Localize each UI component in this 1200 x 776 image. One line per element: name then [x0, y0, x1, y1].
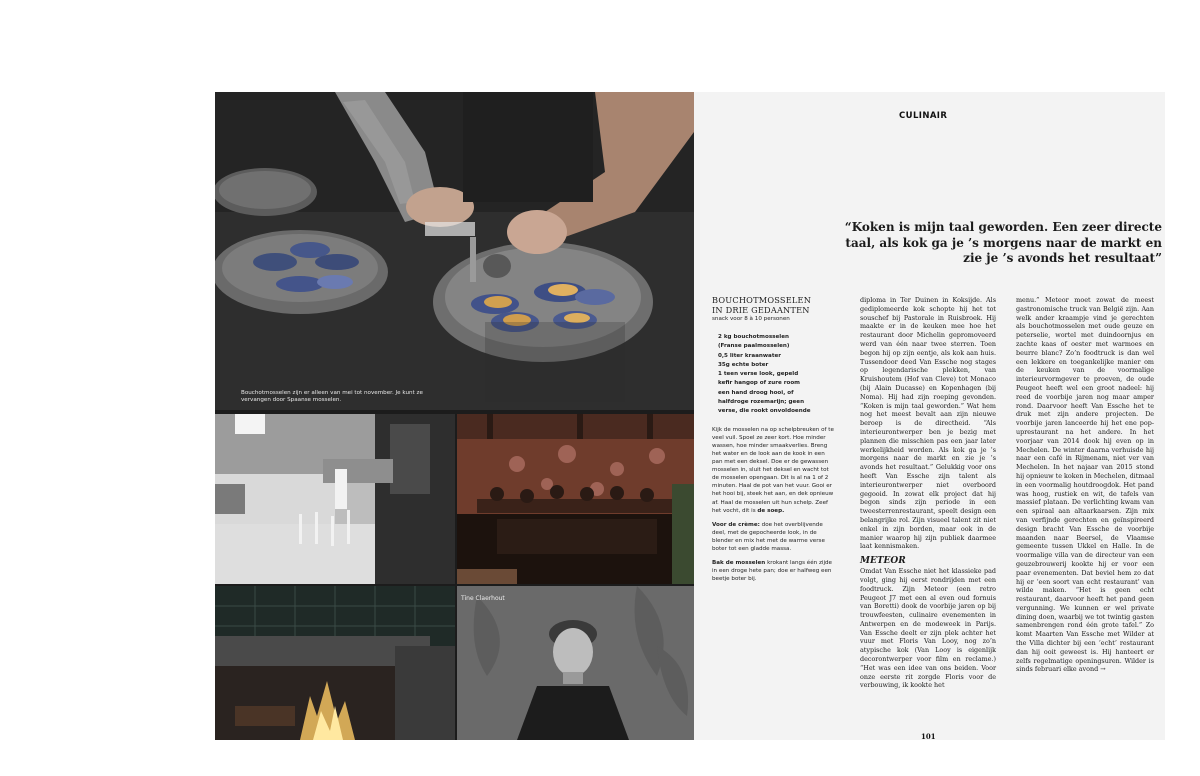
- recipe-title: [712, 296, 836, 315]
- article-column-2: [860, 296, 996, 690]
- recipe-method-text: Kijk de mosselen na op schelpbreuken of te veel vuil. Spoel ze zeer kort. Hoe minder wassen, hoe minder smaakverlies. Breng het water en de look aan de kook in een pan met een deksel. Doe er de gewassen mosselen in, sluit het deksel en wacht tot de mosselen opengaan. Dit is al na 1 of 2 minuten. Haal de pot van het vuur. Gooi er het hooi bij, steek het aan, en dek opnieuw af. Haal de mosselen uit hun schelp. Zeef het vocht, dit is: [712, 426, 834, 514]
- ingredient: verse, die rookt onvoldoende: [718, 408, 811, 415]
- ingredient: kefir hangop of zure room: [718, 380, 800, 387]
- grill-illustration: [215, 586, 455, 740]
- ingredient: 1 teen verse look, gepeld: [718, 371, 799, 378]
- dining-room-illustration: [457, 414, 694, 584]
- recipe-method-emphasis: de soep.: [757, 507, 785, 514]
- photo-caption: Bouchotmosselen zijn er alleen van mei tot november. Je kunt ze vervangen door Spaanse mosselen.: [241, 390, 423, 403]
- ingredient: halfdroge rozemarijn; geen: [718, 399, 805, 406]
- page-number: 101: [921, 732, 936, 740]
- recipe-creme-paragraph: [712, 521, 836, 553]
- column3-paragraph: menu.” Meteor moet zowat de meest gastronomische truck van België zijn. Aan welk ander kraampje vind je gerechten als bouchotmosselen met oude geuze en peterselie, wortel met duindoornjus en zachte kaas of oester met warmoes en beurre blanc? Zo’n foodtruck is dan wel een lekkere en toegankelijke manier om de keuken van de voormalige interieurvormgever te proeven, de oude Peugeot heeft wel een groot nadeel: hij reed de voorbije jaren nog maar amper rond. Daarvoor heeft Van Essche het te druk met zijn andere projecten. De voorbije jaren lanceerde hij het ene pop-uprestaurant na het andere. In het voorjaar van 2014 dook hij even op in Mechelen. De winter daarna verhuisde hij naar een café in Rijmenam, niet ver van Mechelen. In het najaar van 2015 stond hij opnieuw te koken in Mechelen, ditmaal in een voormalig houtdroogdok. Het pand was hoog, rustiek en wit, de tafels van massief plataan. De verlichting kwam van een spiraal aan altaarkaarsen. Zijn mix van verfijnde gerechten en geïnspireerd design bracht Van Essche de voorbije maanden naar Beersel, de Vlaamse gemeente tussen Ukkel en Halle. In de voormalige villa van de directeur van een geuzebrouwerij kookte hij er voor een paar evenementen. Dat beviel hem zo dat hij er ‘een soort van echt restaurant’ van wilde maken. “Het is geen echt restaurant, daarvoor heeft het pand geen vergunning. We kunnen er wel private dining doen, waarbij we tot twintig gasten samenbrengen rond één grote tafel.” Zo komt Maarten Van Essche met Wilder at the Villa dichter bij een ‘echt’ restaurant dan hij ooit geweest is. Hij hanteert er zelfs regelmatige openingsuren. Wilder is sinds februari elke avond →: [1016, 296, 1154, 674]
- recipe-creme-label: Voor de crème:: [712, 521, 760, 528]
- ingredient: 35g echte boter: [718, 361, 769, 368]
- chef-portrait-illustration: [457, 586, 694, 740]
- pull-quote: “Koken is mijn taal geworden. Een zeer directe taal, als kok ga je ’s morgens naar de markt en zie je ’s avonds het resultaat”: [844, 220, 1162, 265]
- photo-dining-room: [457, 414, 694, 584]
- recipe-ingredients: [712, 333, 836, 417]
- photo-grill-fire: [215, 586, 455, 740]
- section-label: CULINAIR: [899, 111, 948, 121]
- column2-paragraph: diploma in Ter Duinen in Koksijde. Als gediplomeerde kok schopte hij het tot souschef bij Pastorale in Ruisbroek. Hij maakte er in de keuken mee hoe het restaurant door Michelin gepromoveerd werd van één naar twee sterren. Toen begon hij op zijn eentje, als kok aan huis. Tussendoor deed Van Essche nog stages op legendarische plekken, van Kruishoutem (Hof van Cleve) tot Monaco (bij Alain Ducasse) en Kopenhagen (bij Noma). Hij had zijn roeping gevonden. “Koken is mijn taal geworden.” Wat hem nog het meest bevalt aan zijn nieuwe beroep is de directheid. “Als interieurontwerper ben je bezig met plannen die misschien pas een jaar later werkelijkheid worden. Als kok ga je ’s morgens naar de markt en zie je ’s avonds het resultaat.” Gelukkig voor ons heeft Van Essche zijn talent als interieurontwerper niet overboord gegooid. In zowat elk project dat hij begon sinds zijn periode in een tweesterrenrestaurant, speelt design een belangrijke rol. Zijn visueel talent zit niet enkel in zijn borden, maar ook in de manier waarop hij zijn publiek daarmee laat kennismaken.: [860, 296, 996, 551]
- pouring-illustration: [215, 414, 455, 584]
- recipe-bake-paragraph: [712, 559, 836, 583]
- meteor-subheading: METEOR: [860, 556, 906, 567]
- recipe-subtitle: snack voor 8 à 10 personen: [712, 316, 790, 322]
- recipe-bake-label: Bak de mosselen: [712, 560, 766, 567]
- article-column-3: [1016, 296, 1154, 674]
- photo-credit: Tine Claerhout: [461, 595, 505, 602]
- recipe-method-paragraph: [712, 426, 836, 515]
- ingredient: een hand droog hooi, of: [718, 389, 794, 396]
- ingredient: 2 kg bouchotmosselen: [718, 334, 789, 340]
- recipe-creme-text: doe het overblijvende deel, met de gepocheerde look, in de blender en mix het met de warme verse boter tot een gladde massa.: [712, 521, 825, 552]
- recipe-method: [712, 426, 836, 584]
- ingredient: (Franse paalmosselen): [718, 343, 790, 350]
- left-page-photo-collage: [215, 92, 694, 740]
- magazine-spread: [215, 92, 1165, 740]
- photo-mussels-plating: [215, 92, 694, 410]
- recipe-title-line2: IN DRIE GEDAANTEN: [712, 304, 810, 315]
- recipe-box: [712, 296, 836, 589]
- recipe-title-line1: BOUCHOTMOSSELEN: [712, 295, 812, 305]
- column2-paragraph-after: Omdat Van Essche niet het klassieke pad volgt, ging hij eerst rondrijden met een foodtruck. Zijn Meteor (een retro Peugeot J7 met een al even oud fornuis van Boretti) dook de voorbije jaren op bij trouwfeesten, culinaire evenementen in Antwerpen en de modeweek in Parijs. Van Essche deelt er zijn plek achter het vuur met Floris Van Looy, nog zo’n atypische kok (Van Looy is eigenlijk decorontwerper voor film en reclame.) “Het was een idee van ons beiden. Voor onze eerste rit zorgde Floris voor de verbouwing, ik kookte het: [860, 567, 996, 690]
- right-page-article: [694, 92, 1165, 740]
- photo-pouring-glasses: [215, 414, 455, 584]
- ingredient: 0,5 liter kraanwater: [718, 352, 782, 359]
- mussels-plating-illustration: [215, 92, 694, 410]
- recipe-bake-text: krokant langs één zijde in een droge hete pan; doe er halfweg een beetje boter bij.: [712, 560, 832, 583]
- photo-chef-portrait: [457, 586, 694, 740]
